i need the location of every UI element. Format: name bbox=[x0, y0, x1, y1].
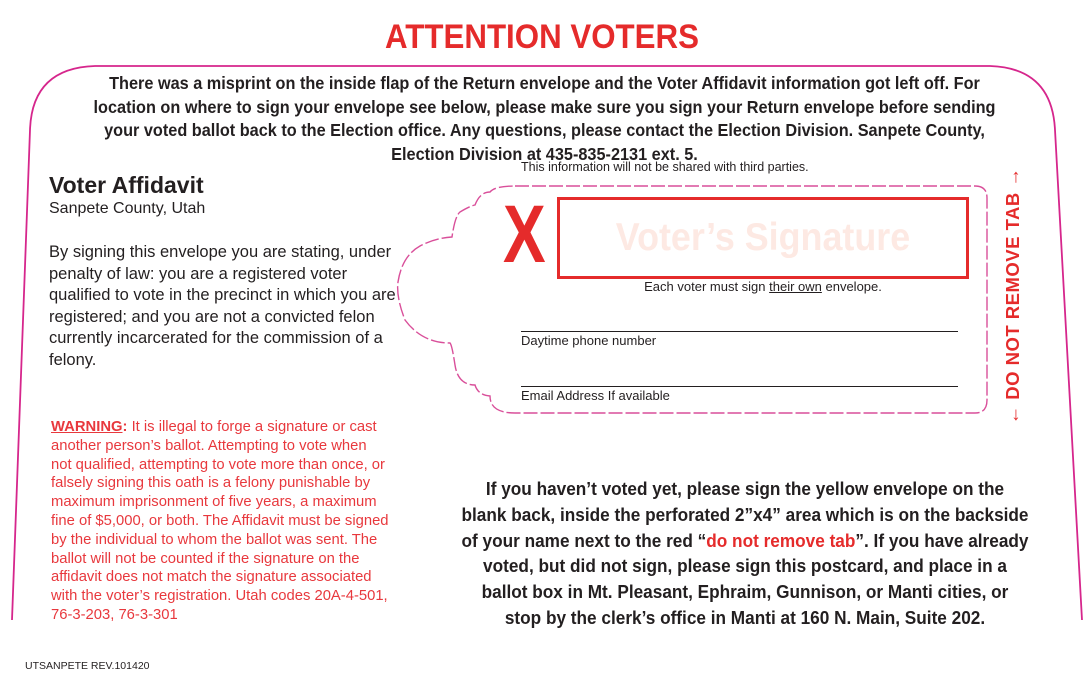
arrow-up-icon: → bbox=[1002, 167, 1023, 187]
affidavit-subtitle: Sanpete County, Utah bbox=[49, 200, 206, 217]
email-field[interactable] bbox=[521, 386, 958, 387]
affidavit-statement: By signing this envelope you are stating, under penalty of law: you are a registered voter qualified to vote in the precinct in which you are registered; and you are not a convicted felon currently incarcerated for the commission of a felony. bbox=[49, 243, 396, 369]
phone-label: Daytime phone number bbox=[521, 333, 657, 348]
sign-note-text-end: envelope. bbox=[821, 279, 882, 294]
revision-code: UTSANPETE REV.101420 bbox=[25, 660, 150, 672]
do-not-remove-text: DO NOT REMOVE TAB bbox=[1002, 192, 1023, 400]
instructions-text: If you haven’t voted yet, please sign the yellow envelope on the blank back, inside the perforated 2”x4” area which is on the backside of your name next to the red “ bbox=[461, 478, 1029, 551]
sign-note-text: Each voter must sign bbox=[644, 279, 770, 294]
arrow-down-icon: ← bbox=[1002, 405, 1023, 425]
sign-note-emphasis: their own bbox=[769, 279, 822, 294]
sign-own-envelope-note bbox=[557, 279, 969, 294]
signature-placeholder: Voter’s Signature bbox=[615, 216, 911, 259]
signature-field[interactable] bbox=[557, 197, 969, 279]
signing-instructions bbox=[461, 476, 1028, 631]
email-label: Email Address If available bbox=[521, 388, 670, 403]
warning-colon: : bbox=[122, 419, 128, 435]
instructions-text-end: ”. If you have already voted, but did not sign, please sign this postcard, and place in a ballot box in Mt. Pleasant, Ephraim, Gunnison, or Manti cities, or stop by the clerk’s office in Manti at 160 N. Main, Suite 202. bbox=[481, 529, 1029, 628]
privacy-note: This information will not be shared with third parties. bbox=[521, 160, 809, 174]
sign-here-x-icon: X bbox=[503, 189, 546, 280]
misprint-notice: There was a misprint on the inside flap of the Return envelope and the Voter Affidavit information got left off. For location on where to sign your envelope see below, please make sure you sign your Return envelope before sending your voted ballot back to the Election office. Any questions, please contact the Election Division. Sanpete County, Election Division at 435-835-2131 ext. 5. bbox=[93, 73, 996, 164]
warning-text: It is illegal to forge a signature or cast another person’s ballot. Attempting to vote when not qualified, attempting to vote more than once, or falsely signing this oath is a felony punishable by maximum imprisonment of five years, a maximum fine of $5,000, or both. The Affidavit must be signed by the individual to whom the ballot was sent. The ballot will not be counted if the signature on the affidavit does not match the signature associated with the voter’s registration. Utah codes 20A-4-501, 76-3-203, 76-3-301 bbox=[51, 419, 389, 623]
instructions-highlight: do not remove tab bbox=[706, 529, 856, 551]
phone-field[interactable] bbox=[521, 331, 958, 332]
warning-block bbox=[51, 418, 391, 625]
affidavit-title: Voter Affidavit bbox=[49, 172, 204, 198]
page-title: ATTENTION VOTERS bbox=[385, 18, 699, 56]
warning-label: WARNING bbox=[51, 419, 123, 435]
